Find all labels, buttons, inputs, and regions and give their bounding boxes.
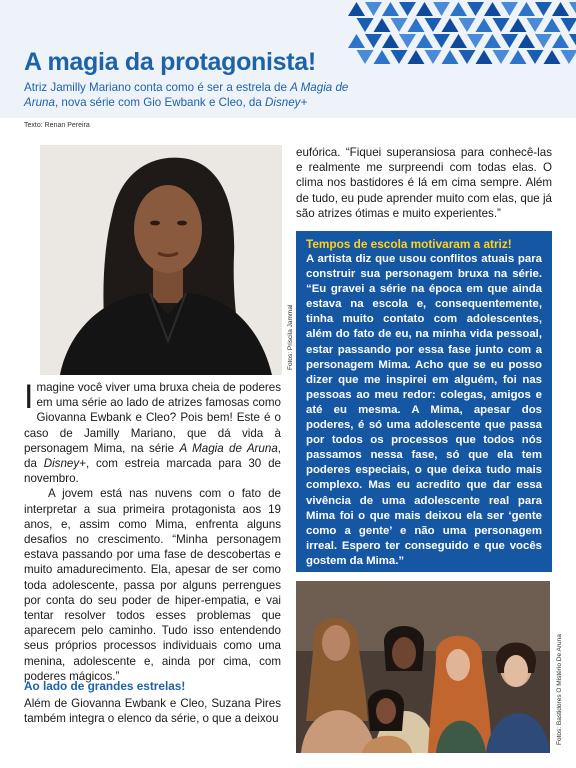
triangle-decoration xyxy=(476,18,493,32)
portrait-photo xyxy=(40,145,282,375)
triangle-decoration xyxy=(357,50,374,64)
article-body-right: eufórica. “Fiquei superansiosa para conhecê-las e realmente me surpreendi com todas elas. O clima nos bastidores é lá em cima sempre. Além de tudo, eu pude aprender muito com elas, que já são atrizes ótimas e muito experientes.” xyxy=(296,146,552,220)
article-subtitle: Atriz Jamilly Mariano conta como é ser a estrela de A Magia de Aruna, nova série com Gio Ewbank e Cleo, da Disney+ xyxy=(24,81,349,109)
cast-photo xyxy=(296,581,550,753)
cast-illustration xyxy=(296,581,550,753)
triangle-decoration xyxy=(459,50,476,64)
triangle-decoration xyxy=(416,34,433,48)
portrait-photo-credit: Fotos: Priscila Jammal xyxy=(287,304,294,370)
sidebar-box xyxy=(296,231,552,572)
triangle-decoration xyxy=(569,34,576,48)
paragraph-2: A jovem está nas nuvens com o fato de interpretar a sua primeira protagonista aos 19 anos, e, assim como Mima, enfrenta alguns desafios no crescimento. “Minha personagem estava passando por uma fase de descobertas e muito amadurecimento. Ela, apesar de ser como toda adolescente, passa por alguns perrengues por conta do seu poder de hiper-empatia, e vai tentar resolver todos esses problemas que aparecem pelo caminho. Tudo isso entendendo seus próprios processos individuais como uma menina, adolescente e, ainda por cima, com poderes mágicos.” xyxy=(24,487,281,683)
triangle-decoration xyxy=(374,18,391,32)
triangle-decoration xyxy=(552,2,569,16)
triangle-decoration xyxy=(518,2,535,16)
triangle-decoration xyxy=(442,18,459,32)
triangle-decoration xyxy=(544,18,561,32)
triangle-decoration xyxy=(569,2,576,16)
portrait-illustration xyxy=(40,145,282,375)
triangle-decoration xyxy=(493,18,510,32)
triangle-pattern-decoration xyxy=(340,0,576,70)
triangle-decoration xyxy=(535,34,552,48)
triangle-decoration xyxy=(433,2,450,16)
paragraph-intro: Imagine você viver uma bruxa cheia de poderes em uma série ao lado de atrizes famosas como Giovanna Ewbank e Cleo? Pois bem! Este é o caso de Jamilly Mariano, que dá vida à personagem Mima, na série A Magia de Aruna, da Disney+, com estreia marcada para 30 de novembro. xyxy=(24,378,281,486)
triangle-decoration xyxy=(510,50,527,64)
triangle-decoration xyxy=(561,50,576,64)
triangle-decoration xyxy=(399,34,416,48)
paragraph-3: Além de Giovanna Ewbank e Cleo, Suzana Pires também integra o elenco da série, o que a deixou xyxy=(24,697,281,726)
triangle-decoration xyxy=(357,18,374,32)
triangle-decoration xyxy=(527,50,544,64)
triangle-decoration xyxy=(510,18,527,32)
dropcap: I xyxy=(24,378,34,416)
triangle-decoration xyxy=(391,18,408,32)
triangle-decoration xyxy=(416,2,433,16)
triangle-decoration xyxy=(391,50,408,64)
sidebar-box-text: A artista diz que usou conflitos atuais para construir sua personagem bruxa na série. “Eu gravei a série na época em que ainda estava na escola e, consequentemente, tinha muito contato com adolescentes, além do fato de eu, na minha vida pessoal, estar passando por essa fase junto com a personagem Mima. Acho que se eu posso dizer que me inspirei em alguém, foi nas pessoas ao meu redor: colegas, amigos e até eu mesma. A Mima, apesar dos poderes, é só uma adolescente que passa por todos os processos que todos nós passamos nessa fase, só que ela tem poderes especiais, o que deixa tudo mais complexo. Mas eu acredito que dar essa vivência de uma adolescente real para Mima foi o que mais deixou ela ser ‘gente como a gente’ e não uma personagem irreal. Espero ter conseguido e que vocês gostem da Mima.” xyxy=(306,253,542,567)
triangle-decoration xyxy=(348,34,365,48)
triangle-decoration xyxy=(493,50,510,64)
triangle-decoration xyxy=(450,2,467,16)
triangle-decoration xyxy=(484,2,501,16)
triangle-decoration xyxy=(348,2,365,16)
triangle-decoration xyxy=(365,34,382,48)
triangle-decoration xyxy=(535,2,552,16)
triangle-decoration xyxy=(544,50,561,64)
triangle-decoration xyxy=(467,2,484,16)
triangle-decoration xyxy=(561,18,576,32)
section-subhead: Ao lado de grandes estrelas! xyxy=(24,679,186,693)
triangle-decoration xyxy=(476,50,493,64)
triangle-decoration xyxy=(425,50,442,64)
triangle-decoration xyxy=(501,2,518,16)
triangle-decoration xyxy=(518,34,535,48)
triangle-decoration xyxy=(408,18,425,32)
author-credit: Texto: Renan Pereira xyxy=(24,122,90,129)
article-title: A magia da protagonista! xyxy=(24,48,316,76)
triangle-decoration xyxy=(408,50,425,64)
triangle-decoration xyxy=(382,34,399,48)
triangle-decoration xyxy=(467,34,484,48)
header-band xyxy=(0,0,576,118)
article-body-left xyxy=(24,380,281,684)
triangle-decoration xyxy=(484,34,501,48)
triangle-decoration xyxy=(442,50,459,64)
cast-photo-credit: Fotos: Bastidores O Mistério De Aruna xyxy=(556,634,563,745)
triangle-decoration xyxy=(501,34,518,48)
triangle-decoration xyxy=(382,2,399,16)
triangle-decoration xyxy=(450,34,467,48)
sidebar-box-title: Tempos de escola motivaram a atriz! xyxy=(306,237,512,251)
triangle-decoration xyxy=(433,34,450,48)
triangle-decoration xyxy=(399,2,416,16)
triangle-decoration xyxy=(527,18,544,32)
triangle-decoration xyxy=(459,18,476,32)
triangle-decoration xyxy=(374,50,391,64)
triangle-decoration xyxy=(365,2,382,16)
triangle-decoration xyxy=(552,34,569,48)
triangle-decoration xyxy=(425,18,442,32)
